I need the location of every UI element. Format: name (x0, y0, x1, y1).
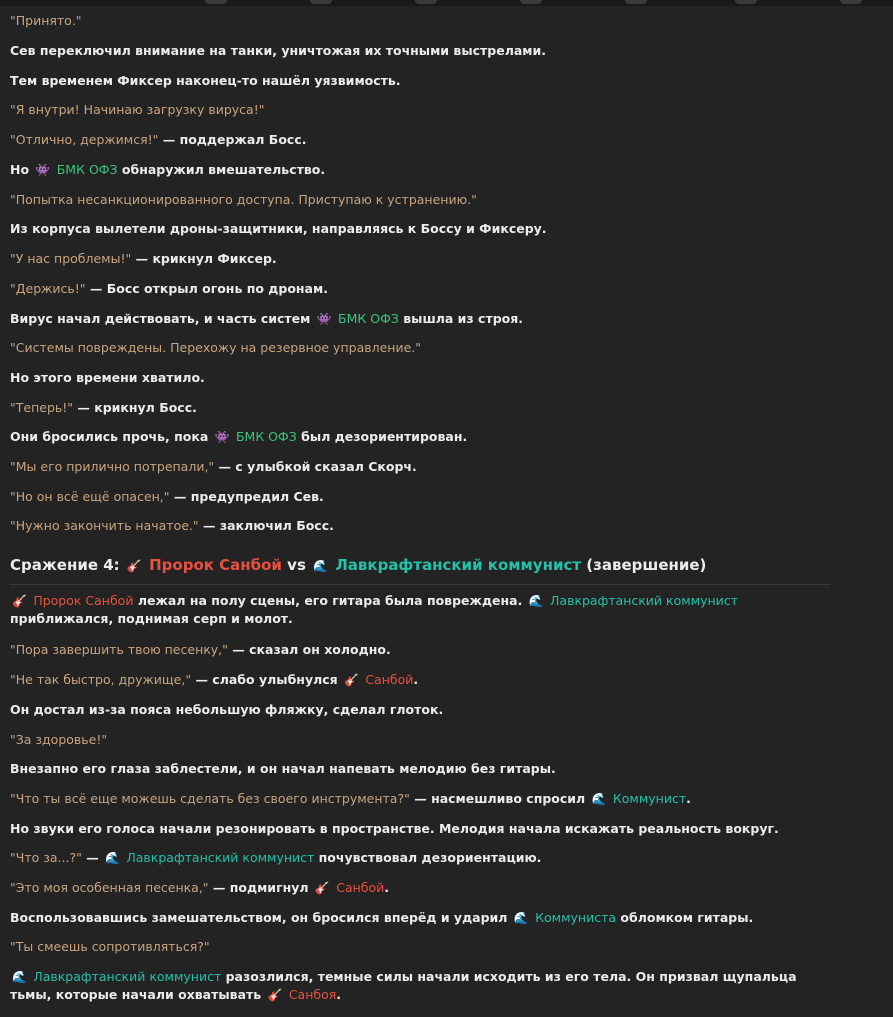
quote-text: "Отлично, держимся!" (10, 132, 159, 147)
quote-text: "Не так быстро, дружище," (10, 672, 192, 687)
dialogue-line: "Это моя особенная песенка," — подмигнул 🎸 Санбой. (10, 880, 390, 895)
heading-divider (10, 584, 830, 585)
speaker-text: — подмигнул (212, 880, 309, 895)
character-name[interactable]: Коммунист (612, 791, 687, 806)
speaker-text: — крикнул Босс. (77, 400, 197, 415)
versus-text: vs (287, 556, 306, 574)
guitar-icon: 🎸 (344, 673, 359, 687)
dialogue-line (10, 250, 277, 268)
dialogue-line: "Я внутри! Начинаю загрузку вируса!" (10, 102, 265, 117)
narration-line (10, 909, 753, 927)
dialogue-line: "Не так быстро, дружище," — слабо улыбнулся 🎸 Санбой. (10, 672, 419, 687)
wave-icon: 🌊 (591, 792, 607, 806)
character-name[interactable]: Лавкрафтанский коммунист (126, 850, 315, 865)
narration-text: Вирус начал действовать, и часть систем (10, 311, 311, 326)
quote-text: "У нас проблемы!" (10, 251, 132, 266)
narration-text: приближался, поднимая серп и молот. (10, 611, 293, 626)
dialogue-line: "Что ты всё еще можешь сделать без своего инструмента?" — насмешливо спросил 🌊 Коммунист. (10, 791, 691, 806)
dialogue-line: "Ты смеешь сопротивляться?" (10, 939, 210, 954)
speaker-text: — сказал он холодно. (232, 642, 391, 657)
narration-text: был дезориентирован. (301, 429, 468, 444)
character-name[interactable]: БМК ОФЗ (338, 311, 399, 326)
dialogue-line (10, 131, 307, 149)
top-toolbar (0, 0, 893, 6)
quote-text: "Что за...?" (10, 850, 82, 865)
character-name[interactable]: БМК ОФЗ (235, 429, 297, 444)
character-name[interactable]: Санбой (365, 672, 414, 687)
robot-icon: 👾 (214, 430, 230, 444)
narration-text: вышла из строя. (403, 311, 524, 326)
speaker-text: — предупредил Сев. (173, 489, 324, 504)
dialogue-line: "За здоровье!" (10, 732, 108, 747)
narration-line (10, 161, 325, 179)
narration-line: Но этого времени хватило. (10, 370, 205, 385)
speaker-text: — заключил Босс. (203, 518, 334, 533)
narration-line: Сев переключил внимание на танки, уничтожая их точными выстрелами. (10, 43, 547, 58)
narration-line (10, 428, 467, 446)
quote-text: "Мы его прилично потрепали," (10, 459, 215, 474)
narration-line (10, 310, 523, 328)
guitar-icon: 🎸 (126, 559, 142, 573)
dialogue-line (10, 280, 328, 298)
wave-icon: 🌊 (105, 851, 121, 865)
speaker-text: — крикнул Фиксер. (135, 251, 277, 266)
quote-text: "Но он всё ещё опасен," (10, 489, 170, 504)
speaker-text: — Босс открыл огонь по дронам. (89, 281, 328, 296)
toolbar-icon[interactable] (735, 0, 757, 4)
character-name[interactable]: Санбоя (288, 987, 337, 1002)
dialogue-line: "Что за...?" — 🌊 Лавкрафтанский коммунист почувствовал дезориентацию. (10, 850, 542, 865)
toolbar-icon[interactable] (840, 0, 862, 4)
heading-suffix: (завершение) (586, 556, 707, 574)
fighter-name[interactable]: Лавкрафтанский коммунист (335, 556, 582, 574)
wave-icon: 🌊 (313, 559, 329, 573)
toolbar-icon[interactable] (415, 0, 437, 4)
narration-text: лежал на полу сцены, его гитара была повреждена. (137, 593, 523, 608)
narration-text: Воспользовавшись замешательством, он бросился вперёд и ударил (10, 910, 508, 925)
speaker-text: — поддержал Босс. (162, 132, 307, 147)
narration-line: 🌊 Лавкрафтанский коммунист разозлился, темные силы начали исходить из его тела. Он призвал щупальца тьмы, которые начали охватывать 🎸 Санбоя. (10, 969, 797, 1002)
character-name[interactable]: Санбой (336, 880, 385, 895)
dialogue-line (10, 458, 417, 476)
robot-icon: 👾 (35, 163, 51, 177)
quote-text: "Пора завершить твою песенку," (10, 642, 228, 657)
speaker-text: — насмешливо спросил (414, 791, 586, 806)
wave-icon: 🌊 (513, 911, 529, 925)
quote-text: "Теперь!" (10, 400, 74, 415)
narration-text: Но (10, 162, 30, 177)
character-name[interactable]: Коммуниста (535, 910, 617, 925)
toolbar-icon[interactable] (205, 0, 227, 4)
dialogue-line: "Системы повреждены. Перехожу на резервное управление." (10, 340, 421, 355)
battle-heading (10, 555, 706, 576)
character-name[interactable]: БМК ОФЗ (56, 162, 118, 177)
narration-text: почувствовал дезориентацию. (318, 850, 542, 865)
dialogue-line (10, 488, 324, 506)
narration-text: обломком гитары. (620, 910, 754, 925)
speaker-text: — слабо улыбнулся (195, 672, 338, 687)
narration-line: Внезапно его глаза заблестели, и он начал напевать мелодию без гитары. (10, 761, 556, 776)
character-name[interactable]: Лавкрафтанский коммунист (550, 593, 738, 608)
character-name[interactable]: Пророк Санбой (33, 593, 134, 608)
narration-line: Тем временем Фиксер наконец-то нашёл уязвимость. (10, 73, 401, 88)
narration-text: Они бросились прочь, пока (10, 429, 209, 444)
narration-text: обнаружил вмешательство. (121, 162, 326, 177)
heading-prefix: Сражение 4: (10, 556, 120, 574)
wave-icon: 🌊 (12, 970, 27, 984)
quote-text: "Это моя особенная песенка," (10, 880, 209, 895)
fighter-name[interactable]: Пророк Санбой (149, 556, 282, 574)
quote-text: "Нужно закончить начатое." (10, 518, 199, 533)
toolbar-icon[interactable] (625, 0, 647, 4)
narration-line: Из корпуса вылетели дроны-защитники, направляясь к Боссу и Фиксеру. (10, 221, 547, 236)
narration-line (10, 592, 840, 628)
dialogue-line (10, 641, 391, 659)
quote-text: "Держись!" (10, 281, 86, 296)
speaker-text: — с улыбкой сказал Скорч. (218, 459, 417, 474)
guitar-icon: 🎸 (314, 881, 330, 895)
narration-line: Он достал из-за пояса небольшую фляжку, сделал глоток. (10, 702, 444, 717)
dialogue-line (10, 517, 334, 535)
dialogue-line: "Принято." (10, 13, 82, 28)
robot-icon: 👾 (316, 312, 332, 326)
character-name[interactable]: Лавкрафтанский коммунист (33, 969, 222, 984)
dialogue-line (10, 399, 197, 417)
narration-line: Но звуки его голоса начали резонировать в пространстве. Мелодия начала искажать реальность вокруг. (10, 821, 779, 836)
dialogue-line: "Попытка несанкционированного доступа. Приступаю к устранению." (10, 192, 477, 207)
wave-icon: 🌊 (528, 594, 544, 608)
narration-text: разозлился, темные силы начали исходить из его тела. Он призвал щупальца тьмы, которые начали охватывать (10, 969, 797, 1002)
guitar-icon: 🎸 (267, 988, 283, 1002)
guitar-icon: 🎸 (12, 594, 27, 608)
toolbar-icon[interactable] (310, 0, 332, 4)
toolbar-icon[interactable] (520, 0, 542, 4)
quote-text: "Что ты всё еще можешь сделать без своего инструмента?" (10, 791, 410, 806)
